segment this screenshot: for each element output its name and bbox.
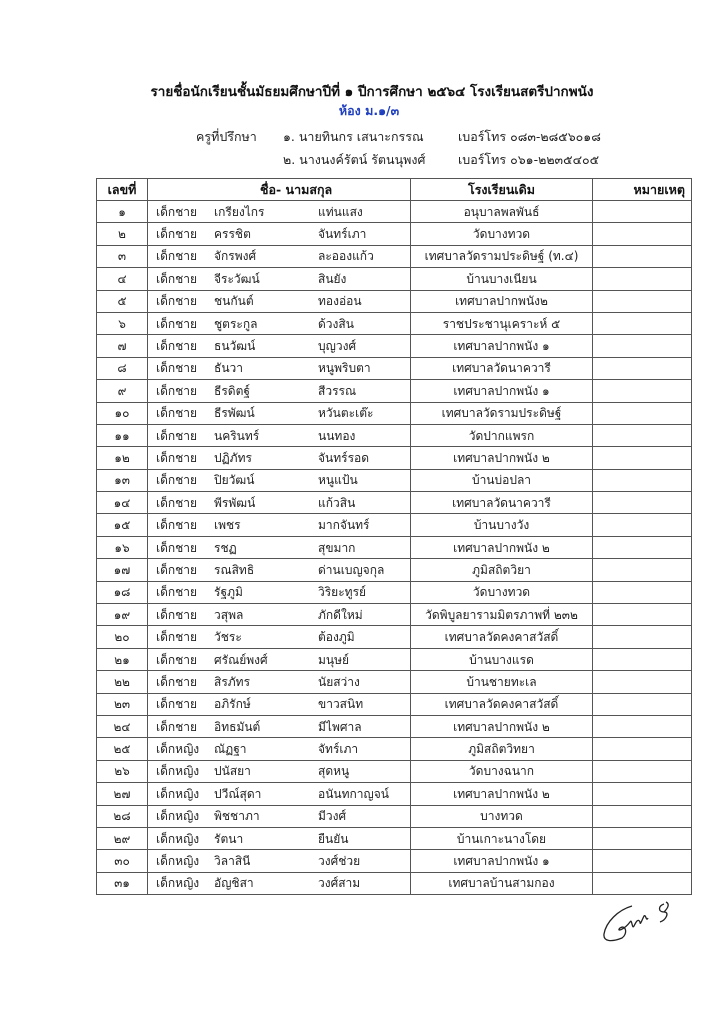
table-row — [97, 201, 692, 223]
row-number: ๒ — [97, 223, 148, 245]
name-prefix: เด็กหญิง — [156, 809, 200, 824]
row-number: ๑ — [97, 201, 148, 223]
name-prefix: เด็กชาย — [156, 562, 198, 577]
student-name — [148, 760, 411, 782]
student-name — [148, 805, 411, 827]
row-number: ๑๓ — [97, 469, 148, 491]
row-number: ๘ — [97, 357, 148, 379]
row-number: ๓๑ — [97, 872, 148, 894]
remark — [593, 671, 692, 693]
student-name — [148, 850, 411, 872]
first-name: พิชชาภา — [214, 809, 260, 824]
first-name: พีรพัฒน์ — [214, 495, 256, 510]
first-name: ปิยวัฒน์ — [214, 473, 255, 488]
name-prefix: เด็กชาย — [156, 450, 198, 465]
remark — [593, 604, 692, 626]
last-name: ละอองแก้ว — [318, 249, 374, 264]
previous-school: บ้านบางแรด — [411, 648, 593, 670]
remark — [593, 872, 692, 894]
previous-school: เทศบาลปากพนัง ๒ — [411, 783, 593, 805]
name-prefix: เด็กชาย — [156, 495, 198, 510]
previous-school: เทศบาลปากพนัง๒ — [411, 290, 593, 312]
remark — [593, 335, 692, 357]
table-row — [97, 469, 692, 491]
last-name: วิริยะทูรย์ — [318, 585, 367, 600]
row-number: ๑๘ — [97, 581, 148, 603]
previous-school: วัดบางฉนาก — [411, 760, 593, 782]
table-row — [97, 760, 692, 782]
advisor-name: ๒. นางนงค์รัตน์ รัตนนุพงศ์ — [283, 152, 426, 167]
first-name: รัฐภูมิ — [214, 585, 243, 600]
last-name: ด้วงสิน — [318, 316, 354, 331]
student-name — [148, 514, 411, 536]
last-name: นัยสว่าง — [318, 674, 360, 689]
row-number: ๓ — [97, 245, 148, 267]
first-name: เกรียงไกร — [214, 204, 265, 219]
row-number: ๒๕ — [97, 738, 148, 760]
first-name: วัชระ — [214, 630, 242, 645]
row-number: ๒๗ — [97, 783, 148, 805]
row-number: ๑๗ — [97, 559, 148, 581]
previous-school: เทศบาลวัดรามประดิษฐ์ — [411, 402, 593, 424]
name-prefix: เด็กหญิง — [156, 831, 200, 846]
table-row — [97, 223, 692, 245]
first-name: ธนวัฒน์ — [214, 339, 256, 354]
remark — [593, 581, 692, 603]
last-name: ยืนยัน — [318, 831, 349, 846]
student-name — [148, 312, 411, 334]
student-name — [148, 402, 411, 424]
student-name — [148, 559, 411, 581]
last-name: นนทอง — [318, 428, 356, 443]
first-name: ธันวา — [214, 361, 244, 376]
last-name: ทองอ่อน — [318, 294, 362, 309]
previous-school: ภูมิสถิตวิทยา — [411, 738, 593, 760]
student-table — [96, 178, 692, 895]
row-number: ๒๔ — [97, 715, 148, 737]
first-name: รชฏ — [214, 540, 237, 555]
last-name: วงศ์สาม — [318, 876, 361, 891]
student-name — [148, 424, 411, 446]
name-prefix: เด็กหญิง — [156, 764, 200, 779]
last-name: มีวงศ์ — [318, 809, 347, 824]
remark — [593, 380, 692, 402]
remark — [593, 424, 692, 446]
previous-school: บ้านบ่อปลา — [411, 469, 593, 491]
student-name — [148, 738, 411, 760]
name-prefix: เด็กหญิง — [156, 742, 200, 757]
last-name: แก้วสิน — [318, 495, 356, 510]
first-name: อัญชิสา — [214, 876, 254, 891]
row-number: ๒๖ — [97, 760, 148, 782]
name-prefix: เด็กหญิง — [156, 854, 200, 869]
remark — [593, 402, 692, 424]
remark — [593, 626, 692, 648]
table-row — [97, 671, 692, 693]
name-prefix: เด็กชาย — [156, 294, 198, 309]
student-name — [148, 715, 411, 737]
row-number: ๒๒ — [97, 671, 148, 693]
table-row — [97, 245, 692, 267]
student-name — [148, 872, 411, 894]
remark — [593, 312, 692, 334]
first-name: ณัฏฐา — [214, 742, 247, 757]
previous-school: เทศบาลปากพนัง ๑ — [411, 380, 593, 402]
header-name: ชื่อ- นามสกุล — [148, 179, 411, 201]
name-prefix: เด็กชาย — [156, 204, 198, 219]
remark — [593, 760, 692, 782]
last-name: มีไพศาล — [318, 719, 362, 734]
table-row — [97, 312, 692, 334]
last-name: ต้องภูมิ — [318, 630, 355, 645]
previous-school: ราชประชานุเคราะห์ ๕ — [411, 312, 593, 334]
remark — [593, 715, 692, 737]
table-row — [97, 514, 692, 536]
previous-school: วัดบางทวด — [411, 581, 593, 603]
remark — [593, 693, 692, 715]
table-row — [97, 648, 692, 670]
previous-school: ภูมิสถิตวิยา — [411, 559, 593, 581]
student-name — [148, 201, 411, 223]
previous-school: เทศบาลบ้านสามกอง — [411, 872, 593, 894]
table-row — [97, 424, 692, 446]
name-prefix: เด็กหญิง — [156, 786, 200, 801]
remark — [593, 850, 692, 872]
name-prefix: เด็กชาย — [156, 540, 198, 555]
first-name: รณสิทธิ — [214, 562, 255, 577]
student-name — [148, 268, 411, 290]
name-prefix: เด็กชาย — [156, 630, 198, 645]
table-row — [97, 581, 692, 603]
table-row — [97, 715, 692, 737]
previous-school: เทศบาลวัดนาควารี — [411, 357, 593, 379]
previous-school: วัดปากแพรก — [411, 424, 593, 446]
row-number: ๒๘ — [97, 805, 148, 827]
previous-school: บ้านเกาะนางโดย — [411, 827, 593, 849]
first-name: ธีรดิตฐ์ — [214, 383, 250, 398]
name-prefix: เด็กชาย — [156, 271, 198, 286]
row-number: ๕ — [97, 290, 148, 312]
name-prefix: เด็กชาย — [156, 473, 198, 488]
name-prefix: เด็กชาย — [156, 316, 198, 331]
last-name: ด่านเบญจกุล — [318, 562, 385, 577]
previous-school: เทศบาลปากพนัง ๑ — [411, 850, 593, 872]
first-name: ปวีณ์สุดา — [214, 786, 262, 801]
name-prefix: เด็กชาย — [156, 697, 198, 712]
remark — [593, 514, 692, 536]
student-name — [148, 492, 411, 514]
last-name: หนูแป้น — [318, 473, 358, 488]
last-name: หนูพริบตา — [318, 361, 371, 376]
row-number: ๒๓ — [97, 693, 148, 715]
table-row — [97, 872, 692, 894]
table-row — [97, 447, 692, 469]
row-number: ๑๔ — [97, 492, 148, 514]
remark — [593, 469, 692, 491]
table-row — [97, 827, 692, 849]
remark — [593, 648, 692, 670]
last-name: อนันทกาญจน์ — [318, 786, 389, 801]
first-name: ศรัณย์พงศ์ — [214, 652, 268, 667]
first-name: วิลาสินี — [214, 854, 251, 869]
first-name: อภิรักษ์ — [214, 697, 251, 712]
header-remark: หมายเหตุ — [593, 179, 692, 201]
previous-school: บ้านชายทะเล — [411, 671, 593, 693]
name-prefix: เด็กชาย — [156, 339, 198, 354]
previous-school: อนุบาลพลพันธ์ — [411, 201, 593, 223]
previous-school: บ้านบางเนียน — [411, 268, 593, 290]
previous-school: วัดพิบูลยารามมิตรภาพที่ ๒๓๒ — [411, 604, 593, 626]
student-name — [148, 380, 411, 402]
row-number: ๑๕ — [97, 514, 148, 536]
student-name — [148, 671, 411, 693]
student-name — [148, 648, 411, 670]
student-name — [148, 604, 411, 626]
last-name: แท่นแสง — [318, 204, 363, 219]
row-number: ๔ — [97, 268, 148, 290]
name-prefix: เด็กชาย — [156, 227, 198, 242]
row-number: ๙ — [97, 380, 148, 402]
name-prefix: เด็กชาย — [156, 607, 198, 622]
table-row — [97, 783, 692, 805]
advisor-line-2 — [0, 150, 724, 168]
first-name: อิทธมันต์ — [214, 719, 261, 734]
previous-school: เทศบาลวัดนาควารี — [411, 492, 593, 514]
previous-school: เทศบาลปากพนัง ๒ — [411, 536, 593, 558]
last-name: มนุษย์ — [318, 652, 350, 667]
table-row — [97, 268, 692, 290]
remark — [593, 223, 692, 245]
previous-school: บางทวด — [411, 805, 593, 827]
last-name: ภักดีใหม่ — [318, 607, 363, 622]
previous-school: เทศบาลวัดคงคาสวัสดิ์ — [411, 693, 593, 715]
previous-school: เทศบาลปากพนัง ๑ — [411, 335, 593, 357]
advisor-phone: เบอร์โทร ๐๘๓-๒๘๕๖๐๑๘ — [458, 129, 601, 144]
header-no: เลขที่ — [97, 179, 148, 201]
remark — [593, 357, 692, 379]
first-name: ปนัสยา — [214, 764, 251, 779]
remark — [593, 245, 692, 267]
first-name: สิรภัทร — [214, 674, 251, 689]
first-name: ชนกันต์ — [214, 294, 254, 309]
header-school: โรงเรียนเดิม — [411, 179, 593, 201]
first-name: จีระวัฒน์ — [214, 271, 260, 286]
table-row — [97, 402, 692, 424]
remark — [593, 492, 692, 514]
student-name — [148, 290, 411, 312]
first-name: จักรพงศ์ — [214, 249, 257, 264]
name-prefix: เด็กชาย — [156, 585, 198, 600]
advisor-name: ๑. นายทินกร เสนาะกรรณ — [283, 129, 424, 144]
last-name: สินยัง — [318, 271, 347, 286]
remark — [593, 536, 692, 558]
student-name — [148, 223, 411, 245]
row-number: ๒๐ — [97, 626, 148, 648]
last-name: สุขมาก — [318, 540, 356, 555]
table-row — [97, 805, 692, 827]
student-name — [148, 447, 411, 469]
table-row — [97, 335, 692, 357]
previous-school: เทศบาลวัดรามประดิษฐ์ (ท.๔) — [411, 245, 593, 267]
name-prefix: เด็กชาย — [156, 383, 198, 398]
signature-icon — [598, 900, 688, 950]
remark — [593, 738, 692, 760]
table-row — [97, 290, 692, 312]
student-name — [148, 536, 411, 558]
remark — [593, 268, 692, 290]
first-name: รัตนา — [214, 831, 244, 846]
student-name — [148, 335, 411, 357]
document-title: รายชื่อนักเรียนชั้นมัธยมศึกษาปีที่ ๑ ปีการศึกษา ๒๕๖๔ โรงเรียนสตรีปากพนัง — [150, 84, 594, 100]
table-row — [97, 850, 692, 872]
name-prefix: เด็กชาย — [156, 249, 198, 264]
student-name — [148, 357, 411, 379]
last-name: บุญวงศ์ — [318, 339, 357, 354]
previous-school: บ้านบางวัง — [411, 514, 593, 536]
student-name — [148, 581, 411, 603]
last-name: จันทร์เภา — [318, 227, 367, 242]
table-row — [97, 693, 692, 715]
name-prefix: เด็กชาย — [156, 518, 198, 533]
remark — [593, 805, 692, 827]
first-name: ครรชิต — [214, 227, 251, 242]
first-name: เพชร — [214, 518, 241, 533]
table-header-row — [97, 179, 692, 201]
remark — [593, 290, 692, 312]
remark — [593, 201, 692, 223]
name-prefix: เด็กชาย — [156, 652, 198, 667]
row-number: ๑๑ — [97, 424, 148, 446]
first-name: ปฏิภัทร — [214, 450, 252, 465]
previous-school: เทศบาลวัดคงคาสวัสดิ์ — [411, 626, 593, 648]
name-prefix: เด็กชาย — [156, 361, 198, 376]
table-row — [97, 559, 692, 581]
previous-school: เทศบาลปากพนัง ๒ — [411, 447, 593, 469]
name-prefix: เด็กชาย — [156, 428, 198, 443]
last-name: มากจันทร์ — [318, 518, 370, 533]
row-number: ๑๖ — [97, 536, 148, 558]
table-row — [97, 626, 692, 648]
last-name: จันทร์รอด — [318, 450, 370, 465]
remark — [593, 447, 692, 469]
student-name — [148, 827, 411, 849]
last-name: ขาวสนิท — [318, 697, 364, 712]
last-name: จัทร์เภา — [318, 742, 359, 757]
row-number: ๖ — [97, 312, 148, 334]
student-name — [148, 469, 411, 491]
table-row — [97, 738, 692, 760]
first-name: ชูตระกูล — [214, 316, 258, 331]
last-name: วงศ์ช่วย — [318, 854, 361, 869]
advisor-line-1 — [0, 127, 724, 145]
table-row — [97, 536, 692, 558]
last-name: หวันตะเต๊ะ — [318, 406, 374, 421]
first-name: ธีรพัฒน์ — [214, 406, 255, 421]
advisor-phone: เบอร์โทร ๐๖๑-๒๒๓๕๔๐๕ — [458, 152, 600, 167]
first-name: วสุพล — [214, 607, 244, 622]
table-row — [97, 380, 692, 402]
table-row — [97, 492, 692, 514]
last-name: สีวรรณ — [318, 383, 357, 398]
student-name — [148, 783, 411, 805]
student-name — [148, 693, 411, 715]
name-prefix: เด็กชาย — [156, 406, 198, 421]
row-number: ๗ — [97, 335, 148, 357]
student-name — [148, 626, 411, 648]
remark — [593, 559, 692, 581]
student-name — [148, 245, 411, 267]
remark — [593, 827, 692, 849]
table-row — [97, 357, 692, 379]
row-number: ๑๙ — [97, 604, 148, 626]
last-name: สุดหนู — [318, 764, 350, 779]
name-prefix: เด็กชาย — [156, 719, 198, 734]
advisor-label: ครูที่ปรึกษา — [196, 129, 257, 144]
first-name: นครินทร์ — [214, 428, 260, 443]
row-number: ๓๐ — [97, 850, 148, 872]
previous-school: วัดบางทวด — [411, 223, 593, 245]
row-number: ๒๑ — [97, 648, 148, 670]
previous-school: เทศบาลปากพนัง ๒ — [411, 715, 593, 737]
table-row — [97, 604, 692, 626]
row-number: ๑๐ — [97, 402, 148, 424]
name-prefix: เด็กหญิง — [156, 876, 200, 891]
room-label: ห้อง ม.๑/๓ — [338, 103, 400, 118]
row-number: ๑๒ — [97, 447, 148, 469]
row-number: ๒๙ — [97, 827, 148, 849]
remark — [593, 783, 692, 805]
name-prefix: เด็กชาย — [156, 674, 198, 689]
